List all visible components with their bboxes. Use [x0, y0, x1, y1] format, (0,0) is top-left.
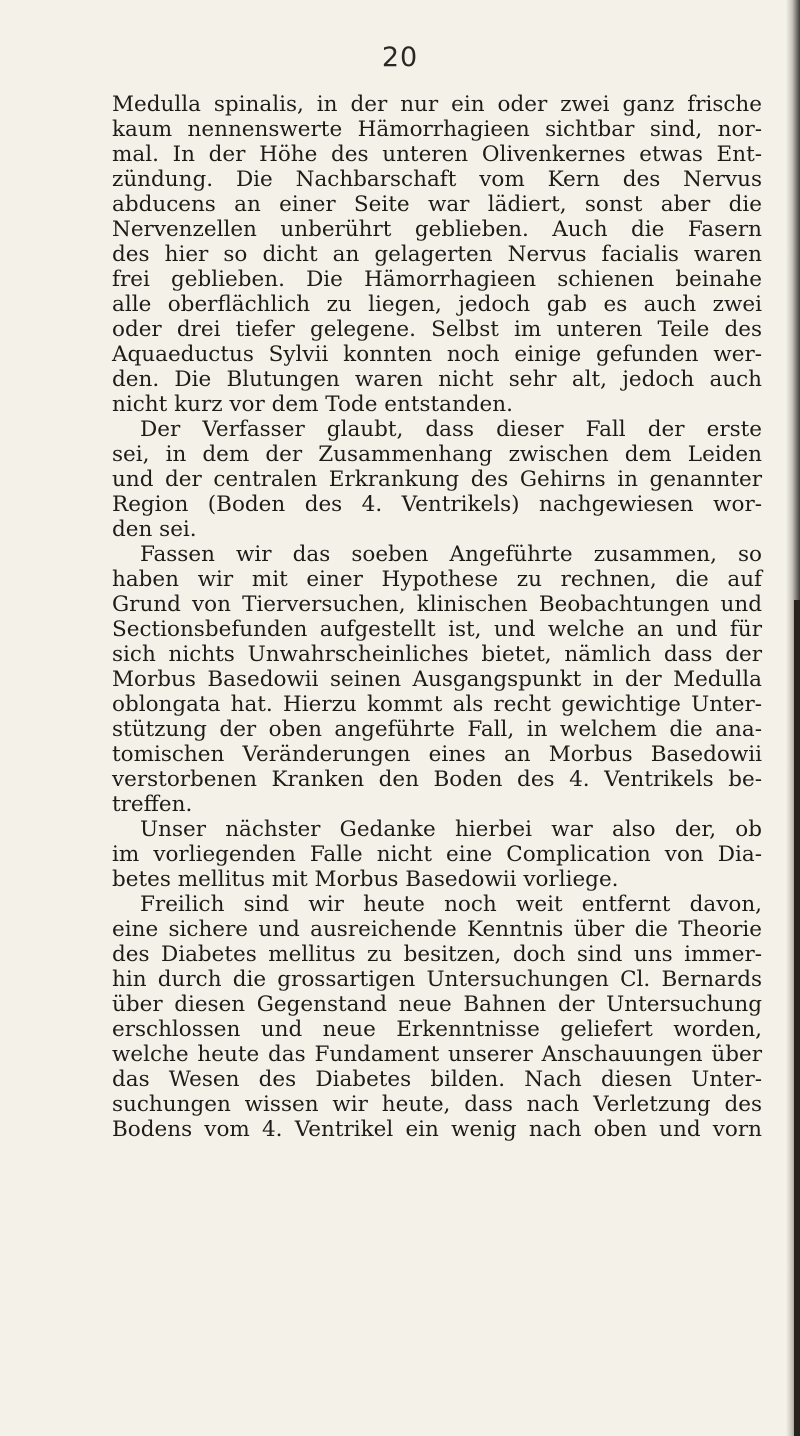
- text-line: betes mellitus mit Morbus Basedowii vorliege.: [112, 867, 619, 892]
- text-line: oder drei tiefer gelegene. Selbst im unteren Teile des: [112, 317, 762, 342]
- text-line: Grund von Tierversuchen, klinischen Beobachtungen und: [112, 592, 762, 617]
- text-line: hin durch die grossartigen Untersuchungen Cl. Bernards: [112, 967, 762, 992]
- text-line: Sectionsbefunden aufgestellt ist, und welche an und für: [112, 617, 762, 642]
- text-line: sich nichts Unwahrscheinliches bietet, nämlich dass der: [112, 642, 762, 667]
- text-line: Medulla spinalis, in der nur ein oder zwei ganz frische: [112, 92, 762, 117]
- text-line: den sei.: [112, 517, 197, 542]
- text-line: sei, in dem der Zusammenhang zwischen dem Leiden: [112, 442, 762, 467]
- text-line: Nervenzellen unberührt geblieben. Auch die Fasern: [112, 217, 762, 242]
- text-line: Fassen wir das soeben Angeführte zusammen, so: [140, 542, 762, 567]
- text-line: und der centralen Erkrankung des Gehirns in genannter: [112, 467, 762, 492]
- text-line: Morbus Basedowii seinen Ausgangspunkt in der Medulla: [112, 667, 762, 692]
- text-line: erschlossen und neue Erkenntnisse geliefert worden,: [112, 1017, 762, 1042]
- text-line: mal. In der Höhe des unteren Olivenkernes etwas Ent-: [112, 142, 762, 167]
- text-line: nicht kurz vor dem Tode entstanden.: [112, 392, 513, 417]
- text-line: alle oberflächlich zu liegen, jedoch gab es auch zwei: [112, 292, 762, 317]
- text-line: Der Verfasser glaubt, dass dieser Fall der erste: [140, 417, 762, 442]
- text-line: des Diabetes mellitus zu besitzen, doch sind uns immer-: [112, 942, 762, 967]
- page-number: 20: [381, 42, 419, 73]
- body-text: [112, 92, 762, 1142]
- text-line: des hier so dicht an gelagerten Nervus facialis waren: [112, 242, 762, 267]
- text-line: abducens an einer Seite war lädiert, sonst aber die: [112, 192, 762, 217]
- text-line: frei geblieben. Die Hämorrhagieen schienen beinahe: [112, 267, 762, 292]
- text-line: verstorbenen Kranken den Boden des 4. Ventrikels be-: [112, 767, 762, 792]
- text-line: kaum nennenswerte Hämorrhagieen sichtbar sind, nor-: [112, 117, 762, 142]
- text-line: welche heute das Fundament unserer Anschauungen über: [112, 1042, 762, 1067]
- text-line: im vorliegenden Falle nicht eine Complication von Dia-: [112, 842, 762, 867]
- text-line: oblongata hat. Hierzu kommt als recht gewichtige Unter-: [112, 692, 762, 717]
- text-line: über diesen Gegenstand neue Bahnen der Untersuchung: [112, 992, 762, 1017]
- text-line: Freilich sind wir heute noch weit entfernt davon,: [140, 892, 762, 917]
- text-line: Region (Boden des 4. Ventrikels) nachgewiesen wor-: [112, 492, 762, 517]
- text-line: haben wir mit einer Hypothese zu rechnen, die auf: [112, 567, 762, 592]
- text-line: zündung. Die Nachbarschaft vom Kern des Nervus: [112, 167, 762, 192]
- text-line: eine sichere und ausreichende Kenntnis über die Theorie: [112, 917, 762, 942]
- text-line: das Wesen des Diabetes bilden. Nach diesen Unter-: [112, 1067, 762, 1092]
- text-line: stützung der oben angeführte Fall, in welchem die ana-: [112, 717, 762, 742]
- text-line: den. Die Blutungen waren nicht sehr alt, jedoch auch: [112, 367, 762, 392]
- text-line: treffen.: [112, 792, 193, 817]
- text-line: tomischen Veränderungen eines an Morbus Basedowii: [112, 742, 762, 767]
- text-line: Aquaeductus Sylvii konnten noch einige gefunden wer-: [112, 342, 762, 367]
- page-edge-binding: [794, 600, 800, 1436]
- text-line: Bodens vom 4. Ventrikel ein wenig nach oben und vorn: [112, 1117, 762, 1142]
- text-line: Unser nächster Gedanke hierbei war also der, ob: [140, 817, 762, 842]
- text-line: suchungen wissen wir heute, dass nach Verletzung des: [112, 1092, 762, 1117]
